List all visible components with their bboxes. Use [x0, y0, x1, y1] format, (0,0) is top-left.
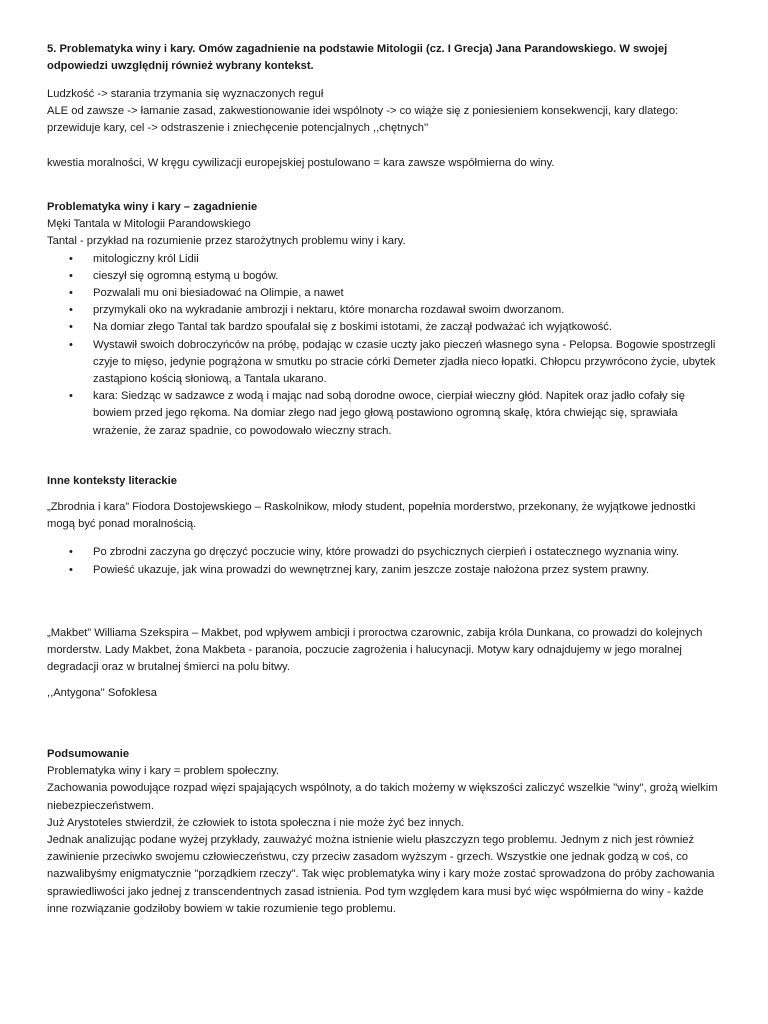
list-item: • Pozwalali mu oni biesiadować na Olimpie, a nawet — [47, 285, 723, 302]
list-item: • cieszył się ogromną estymą u bogów. — [47, 268, 723, 285]
summary-line-1: Problematyka winy i kary = problem społeczny. — [47, 765, 280, 778]
list-item: • Po zbrodni zaczyna go dręczyć poczucie winy, które prowadzi do psychicznych cierpień i ostatecznego wyznania winy. — [47, 544, 723, 561]
intro-paragraph — [47, 86, 723, 138]
summary-line-4: Jednak analizując podane wyżej przykłady, zauważyć można istnienie wielu płaszczyzn tego problemu. Jednym z nich jest również zawinienie przeciwko swojemu człowieczeństwu, czy przeciw zasadom wyższym - grzech. Wszystkie one jednak godzą w coś, co nazwalibyśmy enigmatycznie "porządkiem rzeczy". Tak więc problematyka winy i kary może zostać sprowadzona do próby zachowania sprawiedliwości jako jednej z transcendentnych zasad istnienia. Pod tym względem kara musi być więc współmierna do winy - każde inne rozwiązanie godziłoby bowiem w takie rozumienie tego problemu. — [47, 834, 715, 915]
antigone-line: ,,Antygona'' Sofoklesa — [47, 687, 158, 699]
intro-line-1: Ludzkość -> starania trzymania się wyznaczonych reguł — [47, 88, 324, 100]
section-lead: Tantal - przykład na rozumienie przez starożytnych problemu winy i kary. — [47, 235, 406, 248]
crime-and-punishment-intro: „Zbrodnia i kara” Fiodora Dostojewskiego – Raskolnikow, młody student, popełnia morderstwo, przekonany, że wyjątkowe jednostki mogą być ponad moralnością. — [47, 501, 696, 531]
list-item: • Powieść ukazuje, jak wina prowadzi do wewnętrznej kary, zanim jeszcze zostaje nałożona przez system prawny. — [47, 562, 723, 579]
section-heading-contexts: Inne konteksty literackie — [47, 475, 177, 487]
section-subtitle: Męki Tantala w Mitologii Parandowskiego — [47, 218, 251, 231]
list-item: • przymykali oko na wykradanie ambrozji i nektaru, które monarcha rozdawał swoim dworzanom. — [47, 302, 723, 319]
list-item: • kara: Siedząc w sadzawce z wodą i mając nad sobą dorodne owoce, cierpiał wieczny głód. Napitek oraz jadło cofały się bowiem przed jego rękoma. Na domiar złego nad jego głową postawiono ogromną skałę, która chwiejąc się, sprawiała wrażenie, że zaraz spadnie, co powodowało wieczny strach. — [47, 388, 723, 440]
crime-bullet-list — [47, 544, 723, 579]
morality-note: kwestia moralności, W kręgu cywilizacji europejskiej postulowano = kara zawsze współmierna do winy. — [47, 157, 555, 169]
question-heading: 5. Problematyka winy i kary. Omów zagadnienie na podstawie Mitologii (cz. I Grecja) Jana Parandowskiego. W swojej odpowiedzi uwzględnij również wybrany kontekst. — [47, 43, 668, 73]
summary-line-2: Zachowania powodujące rozpad więzi spajających wspólnoty, a do takich możemy w większości zaliczyć wszelkie "winy", grożą wielkim niebezpieczeństwem. — [47, 782, 718, 812]
list-item: • Na domiar złego Tantal tak bardzo spoufalał się z boskimi istotami, że zaczął podważać ich wyjątkowość. — [47, 319, 723, 336]
summary-section — [47, 746, 723, 918]
summary-line-3: Już Arystoteles stwierdził, że człowiek to istota społeczna i nie może żyć bez innych. — [47, 816, 465, 829]
summary-heading: Podsumowanie — [47, 748, 130, 760]
section-tantalus — [47, 199, 723, 440]
tantalus-bullet-list — [47, 251, 723, 440]
list-item: • mitologiczny król Lidii — [47, 251, 723, 268]
intro-line-2: ALE od zawsze -> łamanie zasad, zakwestionowanie idei wspólnoty -> co wiąże się z poniesieniem konsekwencji, kary dlatego: przewiduje kary, cel -> odstraszenie i zniechęcenie potencjalnych ,,chętnych'' — [47, 105, 679, 135]
list-item: • Wystawił swoich dobroczyńców na próbę, podając w czasie uczty jako pieczeń własnego syna - Pelopsa. Bogowie spostrzegli czyje to mięso, jedynie pogrążona w smutku po stracie córki Demeter zjadła nieco łopatki. Chłopcu przywrócono życie, ubytek zastąpiono kością słoniową, a Tantala ukarano. — [47, 337, 723, 389]
macbeth-paragraph: „Makbet” Williama Szekspira – Makbet, pod wpływem ambicji i proroctwa czarownic, zabija króla Dunkana, co prowadzi do kolejnych morderstw. Lady Makbet, żona Makbeta - paranoia, poczucie zagrożenia i halucynacji. Motyw kary odnajdujemy w jego moralnej degradacji oraz w brutalnej śmierci na polu bitwy. — [47, 627, 703, 674]
section-heading-tantalus: Problematyka winy i kary – zagadnienie — [47, 201, 258, 213]
